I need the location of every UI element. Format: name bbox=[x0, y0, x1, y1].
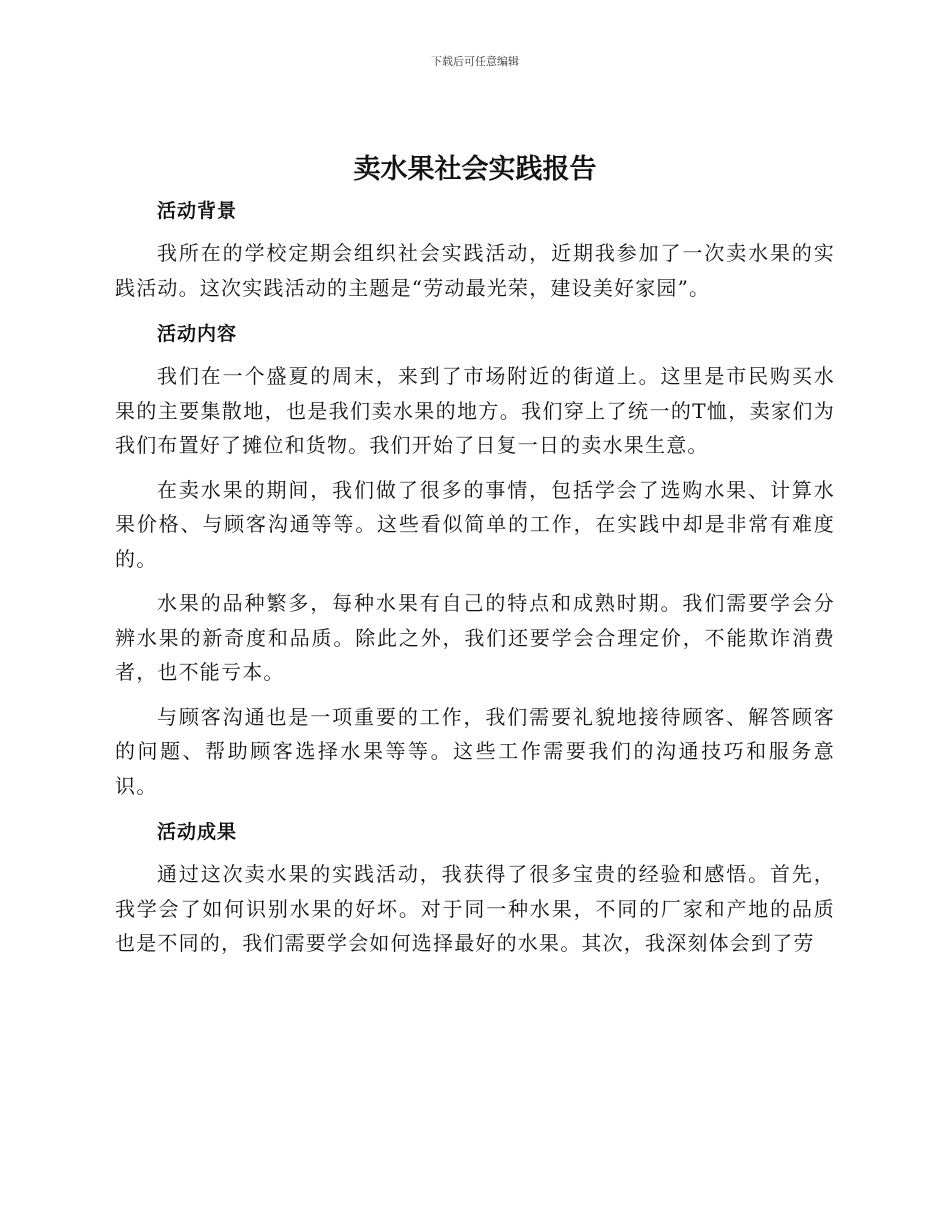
paragraph: 在卖水果的期间，我们做了很多的事情，包括学会了选购水果、计算水果价格、与顾客沟通等等。这些看似简单的工作，在实践中却是非常有难度的。 bbox=[115, 477, 835, 571]
paragraph: 与顾客沟通也是一项重要的工作，我们需要礼貌地接待顾客、解答顾客的问题、帮助顾客选择水果等等。这些工作需要我们的沟通技巧和服务意识。 bbox=[115, 704, 835, 798]
document-body bbox=[115, 196, 835, 961]
section-heading-content: 活动内容 bbox=[157, 323, 238, 345]
page-header-note: 下载后可任意编辑 bbox=[431, 55, 519, 68]
section-heading-results: 活动成果 bbox=[157, 821, 238, 843]
section-heading-background: 活动背景 bbox=[157, 200, 238, 222]
paragraph: 水果的品种繁多，每种水果有自己的特点和成熟时期。我们需要学会分辨水果的新奇度和品质。除此之外，我们还要学会合理定价，不能欺诈消费者，也不能亏本。 bbox=[115, 591, 835, 684]
paragraph: 通过这次卖水果的实践活动，我获得了很多宝贵的经验和感悟。首先，我学会了如何识别水果的好坏。对于同一种水果，不同的厂家和产地的品质也是不同的，我们需要学会如何选择最好的水果。其次，我深刻体会到了劳 bbox=[115, 862, 835, 955]
document-title: 卖水果社会实践报告 bbox=[353, 154, 597, 185]
paragraph: 我们在一个盛夏的周末，来到了市场附近的街道上。这里是市民购买水果的主要集散地，也是我们卖水果的地方。我们穿上了统一的T恤，卖家们为我们布置好了摊位和货物。我们开始了日复一日的卖水果生意。 bbox=[115, 364, 835, 457]
paragraph: 我所在的学校定期会组织社会实践活动，近期我参加了一次卖水果的实践活动。这次实践活动的主题是“劳动最光荣，建设美好家园”。 bbox=[115, 241, 835, 300]
